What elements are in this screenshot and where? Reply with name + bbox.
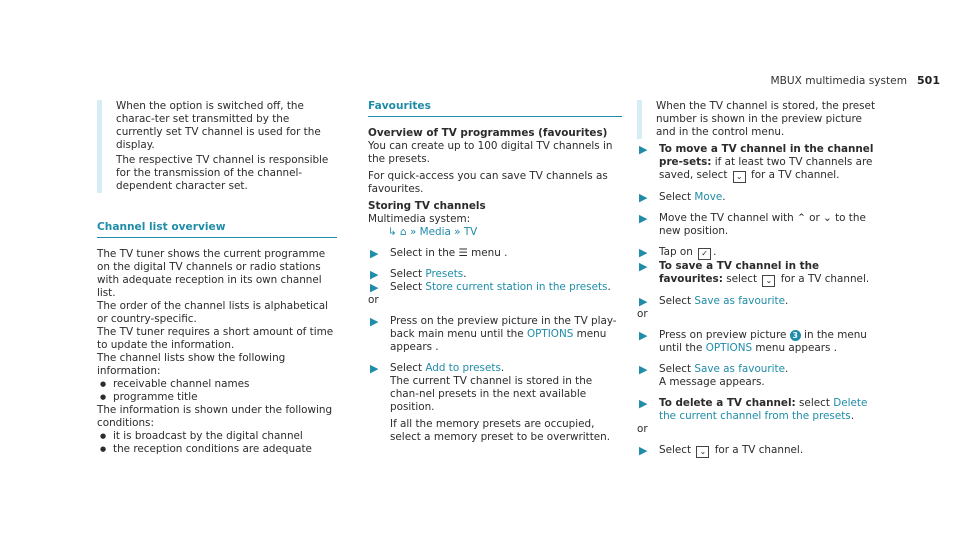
subheading: Storing TV channels [368, 200, 486, 212]
step-arrow-icon: ▶ [639, 444, 648, 457]
header-title: MBUX multimedia system [770, 75, 908, 87]
ui-label: OPTIONS [705, 342, 753, 354]
step-arrow-icon: ▶ [639, 329, 648, 342]
step-text: Select [390, 281, 423, 293]
note-text: The respective TV channel is responsible for the transmission of the channel-dependent character set. [116, 154, 329, 192]
step-title: To move a TV channel in the channel pre-sets: [659, 143, 874, 168]
step-text: to the new position. [659, 212, 866, 237]
step-text: menu appears . [390, 328, 607, 353]
step-text: Select [659, 363, 692, 375]
ui-label: Store current station in the presets [425, 281, 608, 293]
or-text: or [637, 423, 648, 435]
step [637, 260, 882, 287]
ui-label: Save as favourite [694, 295, 786, 307]
subheading: Overview of TV programmes (favourites) [368, 127, 608, 139]
step-text: Move the TV channel with [659, 212, 794, 224]
ui-label: OPTIONS [526, 328, 574, 340]
step-arrow-icon: ▶ [370, 268, 379, 281]
dropdown-icon: ⌄ [733, 171, 746, 183]
paragraph: Multimedia system: [368, 213, 471, 225]
step-arrow-icon: ▶ [370, 281, 379, 294]
section-heading: Favourites [368, 100, 622, 117]
step: ▶ Select Add to presets. [370, 362, 505, 375]
step: ▶ Select Move. [639, 191, 726, 204]
step-arrow-icon: ▶ [370, 247, 379, 260]
step-text: in the menu until the [659, 329, 867, 354]
column-middle [368, 100, 622, 444]
breadcrumb-item: Media [419, 226, 451, 238]
home-icon: ⌂ [400, 226, 407, 238]
ui-label: Save as favourite [694, 363, 786, 375]
ui-label: Move [694, 191, 723, 203]
step-text: Select [659, 444, 692, 456]
page-number: 501 [917, 74, 940, 87]
paragraph: For quick-access you can save TV channels as favourites. [368, 170, 608, 195]
path-arrow-icon: » [409, 226, 417, 238]
step [637, 143, 882, 183]
step-text: if at least two TV channels are saved, select [659, 156, 873, 181]
step [368, 247, 622, 260]
step-title: To save a TV channel in the favourites: [659, 260, 820, 285]
step-arrow-icon: ▶ [639, 295, 648, 308]
step-text: or [809, 212, 820, 224]
step-text: Select [659, 191, 692, 203]
step: ▶ To delete a TV channel: select Delete the current channel from the presets. [639, 397, 868, 422]
step-detail: A message appears. [659, 376, 765, 388]
paragraph: You can create up to 100 digital TV channels in the presets. [368, 140, 613, 165]
paragraph: The TV tuner shows the current programme on the digital TV channels or radio stations with adequate reception in its own channel list. [97, 248, 326, 299]
callout-number: 3 [790, 330, 801, 341]
paragraph: The order of the channel lists is alphabetical or country-specific. [97, 300, 329, 325]
step-text: Select [390, 268, 423, 280]
path-arrow-icon: » [454, 226, 461, 238]
list-item: ● it is broadcast by the digital channel [97, 430, 337, 443]
list-item: ● receivable channel names [97, 378, 337, 391]
note-text: When the option is switched off, the charac-ter set transmitted by the currently set TV channel is used for the display. [116, 100, 321, 151]
step: ▶ Select Save as favourite. [639, 363, 789, 376]
column-left [97, 100, 337, 456]
ui-label: Delete the current channel from the presets [659, 397, 868, 422]
list-item: ● programme title [97, 391, 337, 404]
step [637, 212, 882, 238]
step-text: Select [659, 295, 692, 307]
step-arrow-icon: ▶ [639, 212, 648, 225]
breadcrumb [368, 226, 622, 239]
column-right [637, 100, 882, 458]
step-text: Select [390, 362, 423, 374]
step-text: select [799, 397, 830, 409]
step-text: Tap on [659, 246, 693, 258]
step [368, 315, 622, 354]
check-icon: ✓ [698, 248, 711, 260]
chevron-down-icon: ⌄ [823, 212, 832, 224]
step-arrow-icon: ▶ [639, 191, 648, 204]
step-text: Press on preview picture [659, 329, 787, 341]
paragraph: The information is shown under the following conditions: [97, 404, 333, 429]
step-arrow-icon: ▶ [639, 260, 648, 273]
step-arrow-icon: ▶ [639, 397, 648, 410]
step-text: Select in the [390, 247, 456, 259]
step-text: menu . [471, 247, 508, 259]
dropdown-icon: ⌄ [762, 275, 775, 287]
step: ▶ Select Presets. [370, 268, 467, 281]
breadcrumb-item: TV [463, 226, 478, 238]
step: ▶ Tap on ✓ . [639, 246, 717, 259]
path-arrow-icon: ↳ [388, 226, 397, 238]
menu-icon: ☰ [458, 247, 468, 259]
step-arrow-icon: ▶ [370, 315, 379, 328]
step-text: for a TV channel. [780, 273, 870, 285]
step-arrow-icon: ▶ [370, 362, 379, 375]
step: ▶ Select Save as favourite. [639, 295, 789, 308]
or-text: or [637, 308, 648, 320]
step [637, 444, 882, 458]
section-heading: Channel list overview [97, 221, 337, 238]
list-item: ● the reception conditions are adequate [97, 443, 337, 456]
page-header [760, 74, 940, 88]
step-text: for a TV channel. [714, 444, 804, 456]
step-detail: The current TV channel is stored in the chan-nel presets in the next available position. [390, 375, 593, 413]
info-note [637, 100, 882, 139]
step-detail: If all the memory presets are occupied, select a memory preset to be overwritten. [390, 418, 611, 443]
step-text: select [726, 273, 758, 285]
paragraph: The channel lists show the following information: [97, 352, 286, 377]
dropdown-icon: ⌄ [696, 446, 709, 458]
paragraph: The TV tuner requires a short amount of time to update the information. [97, 326, 334, 351]
step-title: To delete a TV channel: [659, 397, 796, 409]
step [637, 329, 882, 355]
step-arrow-icon: ▶ [639, 363, 648, 376]
step-text: menu appears . [755, 342, 838, 354]
note-text: When the TV channel is stored, the preset number is shown in the preview picture and in the control menu. [656, 100, 876, 138]
ui-label: Presets [425, 268, 464, 280]
chevron-up-icon: ⌃ [797, 212, 806, 224]
step-text: Press on the preview picture in the TV play-back main menu until the [390, 315, 617, 340]
info-note [97, 100, 337, 193]
or-text: or [368, 294, 379, 306]
step: ▶ Select Store current station in the presets. [370, 281, 611, 294]
step-text: for a TV channel. [751, 169, 840, 181]
step-arrow-icon: ▶ [639, 143, 648, 156]
ui-label: Add to presets [425, 362, 501, 374]
step-arrow-icon: ▶ [639, 246, 648, 259]
